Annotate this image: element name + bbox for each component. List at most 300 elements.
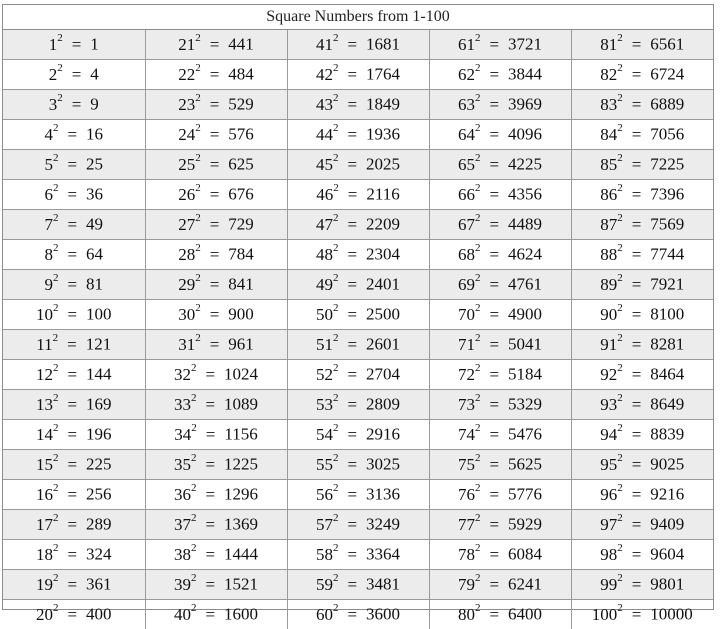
equals-sign: = bbox=[489, 125, 499, 145]
equals-sign: = bbox=[205, 575, 215, 595]
square-result: 1681 bbox=[366, 35, 400, 54]
base-value: 28 bbox=[178, 245, 195, 264]
square-result: 5329 bbox=[508, 395, 542, 414]
base-value: 35 bbox=[174, 455, 191, 474]
equals-sign: = bbox=[489, 425, 499, 445]
square-cell bbox=[287, 30, 429, 60]
exponent: 2 bbox=[191, 512, 197, 524]
exponent: 2 bbox=[617, 602, 623, 614]
base-number bbox=[458, 185, 481, 204]
equals-sign: = bbox=[67, 575, 77, 595]
base-number bbox=[600, 155, 623, 174]
square-result: 900 bbox=[228, 305, 254, 324]
exponent: 2 bbox=[475, 32, 481, 44]
square-result: 5041 bbox=[508, 335, 542, 354]
exponent: 2 bbox=[195, 92, 201, 104]
equals-sign: = bbox=[348, 185, 358, 205]
equals-sign: = bbox=[206, 425, 216, 445]
base-number bbox=[600, 515, 623, 534]
equals-sign: = bbox=[210, 275, 220, 295]
square-cell bbox=[3, 330, 145, 360]
base-value: 65 bbox=[458, 155, 475, 174]
base-number bbox=[458, 365, 481, 384]
equals-sign: = bbox=[67, 395, 77, 415]
base-value: 14 bbox=[36, 425, 53, 444]
square-result: 2601 bbox=[366, 335, 400, 354]
base-number bbox=[44, 155, 58, 174]
base-value: 36 bbox=[174, 485, 191, 504]
square-cell bbox=[429, 390, 571, 420]
equals-sign: = bbox=[347, 395, 357, 415]
base-value: 23 bbox=[178, 95, 195, 114]
squares-table-body bbox=[3, 30, 713, 629]
square-result: 6889 bbox=[650, 95, 684, 114]
base-value: 41 bbox=[316, 35, 333, 54]
square-cell bbox=[145, 180, 287, 210]
base-number bbox=[458, 515, 481, 534]
square-result: 6561 bbox=[650, 35, 684, 54]
base-value: 18 bbox=[36, 545, 53, 564]
base-value: 6 bbox=[44, 185, 53, 204]
square-result: 2209 bbox=[366, 215, 400, 234]
base-value: 8 bbox=[44, 245, 53, 264]
square-cell bbox=[145, 480, 287, 510]
equals-sign: = bbox=[67, 185, 77, 205]
equals-sign: = bbox=[489, 245, 499, 265]
base-number bbox=[316, 605, 339, 624]
square-cell bbox=[429, 360, 571, 390]
square-result: 1849 bbox=[366, 95, 400, 114]
exponent: 2 bbox=[617, 482, 623, 494]
square-result: 3969 bbox=[508, 95, 542, 114]
exponent: 2 bbox=[195, 182, 201, 194]
square-result: 8464 bbox=[650, 365, 684, 384]
equals-sign: = bbox=[489, 575, 499, 595]
base-value: 64 bbox=[458, 125, 475, 144]
base-number bbox=[458, 155, 481, 174]
square-cell bbox=[571, 270, 713, 300]
exponent: 2 bbox=[333, 392, 339, 404]
exponent: 2 bbox=[475, 212, 481, 224]
square-result: 9 bbox=[90, 95, 99, 114]
exponent: 2 bbox=[53, 602, 59, 614]
base-value: 7 bbox=[44, 215, 53, 234]
square-result: 324 bbox=[86, 545, 112, 564]
equals-sign: = bbox=[632, 185, 642, 205]
base-value: 52 bbox=[316, 365, 333, 384]
base-number bbox=[458, 215, 481, 234]
exponent: 2 bbox=[333, 152, 339, 164]
exponent: 2 bbox=[333, 272, 339, 284]
exponent: 2 bbox=[195, 152, 201, 164]
base-number bbox=[458, 575, 481, 594]
equals-sign: = bbox=[489, 365, 499, 385]
square-cell bbox=[3, 570, 145, 600]
base-value: 82 bbox=[600, 65, 617, 84]
square-result: 2304 bbox=[366, 245, 400, 264]
base-value: 67 bbox=[458, 215, 475, 234]
square-cell bbox=[571, 450, 713, 480]
exponent: 2 bbox=[57, 92, 63, 104]
base-number bbox=[600, 185, 623, 204]
squares-table bbox=[3, 30, 713, 629]
base-value: 33 bbox=[174, 395, 191, 414]
base-number bbox=[36, 365, 59, 384]
square-result: 8100 bbox=[650, 305, 684, 324]
square-result: 7225 bbox=[650, 155, 684, 174]
exponent: 2 bbox=[617, 452, 623, 464]
equals-sign: = bbox=[347, 485, 357, 505]
table-row bbox=[3, 360, 713, 390]
exponent: 2 bbox=[617, 152, 623, 164]
table-row bbox=[3, 120, 713, 150]
base-value: 81 bbox=[600, 35, 617, 54]
exponent: 2 bbox=[475, 572, 481, 584]
square-result: 3025 bbox=[366, 455, 400, 474]
equals-sign: = bbox=[67, 425, 77, 445]
equals-sign: = bbox=[347, 575, 357, 595]
base-value: 30 bbox=[178, 305, 195, 324]
exponent: 2 bbox=[53, 122, 59, 134]
base-value: 72 bbox=[458, 365, 475, 384]
base-number bbox=[600, 245, 623, 264]
square-result: 625 bbox=[228, 155, 254, 174]
exponent: 2 bbox=[53, 572, 59, 584]
exponent: 2 bbox=[475, 392, 481, 404]
equals-sign: = bbox=[210, 35, 220, 55]
square-result: 361 bbox=[86, 575, 112, 594]
base-value: 68 bbox=[458, 245, 475, 264]
square-result: 289 bbox=[86, 515, 112, 534]
square-result: 1444 bbox=[224, 545, 258, 564]
square-result: 5476 bbox=[508, 425, 542, 444]
base-value: 17 bbox=[36, 515, 53, 534]
square-cell bbox=[3, 90, 145, 120]
square-result: 1024 bbox=[224, 365, 258, 384]
base-value: 26 bbox=[178, 185, 195, 204]
equals-sign: = bbox=[67, 245, 77, 265]
square-cell bbox=[145, 300, 287, 330]
square-result: 1089 bbox=[224, 395, 258, 414]
exponent: 2 bbox=[191, 542, 197, 554]
equals-sign: = bbox=[632, 545, 642, 565]
square-result: 81 bbox=[86, 275, 103, 294]
base-value: 3 bbox=[49, 95, 58, 114]
square-result: 5184 bbox=[508, 365, 542, 384]
square-result: 2500 bbox=[366, 305, 400, 324]
equals-sign: = bbox=[632, 155, 642, 175]
square-cell bbox=[429, 210, 571, 240]
table-row bbox=[3, 390, 713, 420]
base-number bbox=[316, 65, 339, 84]
base-value: 90 bbox=[600, 305, 617, 324]
base-number bbox=[600, 395, 623, 414]
equals-sign: = bbox=[67, 215, 77, 235]
equals-sign: = bbox=[632, 275, 642, 295]
table-title: Square Numbers from 1-100 bbox=[3, 5, 713, 30]
base-value: 62 bbox=[458, 65, 475, 84]
base-number bbox=[316, 365, 339, 384]
exponent: 2 bbox=[53, 422, 59, 434]
base-value: 79 bbox=[458, 575, 475, 594]
base-number bbox=[458, 485, 481, 504]
exponent: 2 bbox=[333, 572, 339, 584]
base-number bbox=[316, 425, 339, 444]
square-result: 196 bbox=[86, 425, 112, 444]
square-cell bbox=[287, 60, 429, 90]
square-cell bbox=[3, 300, 145, 330]
base-number bbox=[316, 35, 339, 54]
exponent: 2 bbox=[195, 32, 201, 44]
square-cell bbox=[287, 210, 429, 240]
square-result: 3364 bbox=[366, 545, 400, 564]
exponent: 2 bbox=[333, 242, 339, 254]
square-result: 1296 bbox=[224, 485, 258, 504]
base-value: 13 bbox=[36, 395, 53, 414]
square-cell bbox=[287, 240, 429, 270]
square-result: 2704 bbox=[366, 365, 400, 384]
base-value: 1 bbox=[49, 35, 58, 54]
exponent: 2 bbox=[475, 422, 481, 434]
table-row bbox=[3, 600, 713, 629]
square-result: 2401 bbox=[366, 275, 400, 294]
base-value: 96 bbox=[600, 485, 617, 504]
square-cell bbox=[145, 540, 287, 570]
table-row bbox=[3, 180, 713, 210]
square-cell bbox=[287, 90, 429, 120]
square-result: 100 bbox=[86, 305, 112, 324]
base-number bbox=[174, 575, 197, 594]
base-value: 97 bbox=[600, 515, 617, 534]
base-number bbox=[178, 335, 201, 354]
base-value: 77 bbox=[458, 515, 475, 534]
equals-sign: = bbox=[205, 605, 215, 625]
exponent: 2 bbox=[333, 542, 339, 554]
base-value: 45 bbox=[316, 155, 333, 174]
square-cell bbox=[287, 300, 429, 330]
square-cell bbox=[287, 420, 429, 450]
table-row bbox=[3, 90, 713, 120]
base-number bbox=[174, 605, 197, 624]
equals-sign: = bbox=[210, 335, 220, 355]
exponent: 2 bbox=[333, 332, 339, 344]
square-cell bbox=[145, 120, 287, 150]
equals-sign: = bbox=[67, 275, 77, 295]
square-cell bbox=[429, 240, 571, 270]
equals-sign: = bbox=[72, 65, 82, 85]
equals-sign: = bbox=[67, 515, 77, 535]
exponent: 2 bbox=[53, 152, 59, 164]
base-number bbox=[174, 455, 197, 474]
exponent: 2 bbox=[617, 32, 623, 44]
table-row bbox=[3, 450, 713, 480]
square-result: 225 bbox=[86, 455, 112, 474]
base-value: 92 bbox=[600, 365, 617, 384]
equals-sign: = bbox=[67, 125, 77, 145]
square-cell bbox=[429, 60, 571, 90]
exponent: 2 bbox=[53, 512, 59, 524]
exponent: 2 bbox=[617, 122, 623, 134]
base-value: 76 bbox=[458, 485, 475, 504]
equals-sign: = bbox=[67, 605, 77, 625]
square-cell bbox=[571, 330, 713, 360]
base-value: 51 bbox=[316, 335, 333, 354]
exponent: 2 bbox=[617, 542, 623, 554]
exponent: 2 bbox=[475, 122, 481, 134]
exponent: 2 bbox=[617, 272, 623, 284]
base-number bbox=[316, 185, 339, 204]
base-value: 11 bbox=[36, 335, 52, 354]
square-cell bbox=[287, 510, 429, 540]
square-result: 529 bbox=[228, 95, 254, 114]
square-cell bbox=[429, 150, 571, 180]
square-result: 10000 bbox=[650, 605, 693, 624]
exponent: 2 bbox=[333, 362, 339, 374]
square-cell bbox=[287, 270, 429, 300]
square-cell bbox=[571, 60, 713, 90]
square-cell bbox=[571, 570, 713, 600]
square-result: 441 bbox=[228, 35, 254, 54]
square-cell bbox=[429, 300, 571, 330]
square-result: 5625 bbox=[508, 455, 542, 474]
base-value: 58 bbox=[316, 545, 333, 564]
base-number bbox=[36, 395, 59, 414]
square-result: 1369 bbox=[224, 515, 258, 534]
square-cell bbox=[3, 420, 145, 450]
square-cell bbox=[571, 300, 713, 330]
base-number bbox=[44, 125, 58, 144]
exponent: 2 bbox=[53, 212, 59, 224]
base-number bbox=[600, 95, 623, 114]
equals-sign: = bbox=[489, 35, 499, 55]
square-result: 49 bbox=[86, 215, 103, 234]
base-number bbox=[316, 545, 339, 564]
table-row bbox=[3, 30, 713, 60]
base-value: 49 bbox=[316, 275, 333, 294]
base-value: 88 bbox=[600, 245, 617, 264]
square-cell bbox=[145, 360, 287, 390]
square-cell bbox=[429, 270, 571, 300]
square-cell bbox=[3, 240, 145, 270]
square-result: 8839 bbox=[650, 425, 684, 444]
square-result: 400 bbox=[86, 605, 112, 624]
square-cell bbox=[429, 450, 571, 480]
square-cell bbox=[145, 270, 287, 300]
exponent: 2 bbox=[333, 602, 339, 614]
table-row bbox=[3, 60, 713, 90]
exponent: 2 bbox=[53, 182, 59, 194]
exponent: 2 bbox=[57, 62, 63, 74]
square-cell bbox=[429, 480, 571, 510]
equals-sign: = bbox=[210, 215, 220, 235]
base-number bbox=[36, 425, 59, 444]
square-cell bbox=[287, 150, 429, 180]
exponent: 2 bbox=[333, 422, 339, 434]
square-result: 3481 bbox=[366, 575, 400, 594]
equals-sign: = bbox=[205, 485, 215, 505]
square-cell bbox=[287, 450, 429, 480]
exponent: 2 bbox=[475, 92, 481, 104]
square-cell bbox=[429, 90, 571, 120]
exponent: 2 bbox=[333, 182, 339, 194]
exponent: 2 bbox=[191, 362, 197, 374]
square-result: 961 bbox=[228, 335, 254, 354]
equals-sign: = bbox=[205, 515, 215, 535]
base-number bbox=[36, 455, 59, 474]
square-cell bbox=[287, 390, 429, 420]
exponent: 2 bbox=[617, 212, 623, 224]
exponent: 2 bbox=[191, 422, 197, 434]
base-value: 59 bbox=[316, 575, 333, 594]
square-result: 3721 bbox=[508, 35, 542, 54]
base-number bbox=[178, 65, 201, 84]
equals-sign: = bbox=[632, 125, 642, 145]
base-value: 46 bbox=[316, 185, 333, 204]
exponent: 2 bbox=[195, 332, 201, 344]
base-value: 73 bbox=[458, 395, 475, 414]
exponent: 2 bbox=[475, 62, 481, 74]
base-number bbox=[600, 425, 623, 444]
equals-sign: = bbox=[632, 395, 642, 415]
base-value: 10 bbox=[36, 305, 53, 324]
equals-sign: = bbox=[347, 95, 357, 115]
base-number bbox=[316, 215, 339, 234]
equals-sign: = bbox=[210, 95, 220, 115]
square-result: 3249 bbox=[366, 515, 400, 534]
base-value: 75 bbox=[458, 455, 475, 474]
base-value: 15 bbox=[36, 455, 53, 474]
base-value: 2 bbox=[49, 65, 58, 84]
base-number bbox=[316, 245, 339, 264]
base-number bbox=[36, 515, 59, 534]
square-result: 4761 bbox=[508, 275, 542, 294]
equals-sign: = bbox=[210, 245, 220, 265]
exponent: 2 bbox=[475, 242, 481, 254]
base-number bbox=[458, 545, 481, 564]
square-result: 4624 bbox=[508, 245, 542, 264]
base-value: 12 bbox=[36, 365, 53, 384]
equals-sign: = bbox=[632, 605, 642, 625]
square-cell bbox=[571, 600, 713, 629]
square-cell bbox=[429, 510, 571, 540]
exponent: 2 bbox=[333, 32, 339, 44]
exponent: 2 bbox=[195, 62, 201, 74]
square-cell bbox=[571, 150, 713, 180]
base-number bbox=[458, 35, 481, 54]
square-result: 3136 bbox=[366, 485, 400, 504]
table-row bbox=[3, 570, 713, 600]
square-cell bbox=[571, 90, 713, 120]
base-number bbox=[36, 605, 59, 624]
base-value: 78 bbox=[458, 545, 475, 564]
square-cell bbox=[145, 390, 287, 420]
square-result: 16 bbox=[86, 125, 103, 144]
square-result: 6084 bbox=[508, 545, 542, 564]
base-number bbox=[44, 215, 58, 234]
square-cell bbox=[287, 480, 429, 510]
square-cell bbox=[429, 540, 571, 570]
square-cell bbox=[287, 570, 429, 600]
square-result: 64 bbox=[86, 245, 103, 264]
exponent: 2 bbox=[617, 572, 623, 584]
base-number bbox=[178, 155, 201, 174]
exponent: 2 bbox=[53, 242, 59, 254]
equals-sign: = bbox=[210, 305, 220, 325]
square-result: 1225 bbox=[224, 455, 258, 474]
exponent: 2 bbox=[617, 302, 623, 314]
equals-sign: = bbox=[632, 65, 642, 85]
square-cell bbox=[3, 210, 145, 240]
